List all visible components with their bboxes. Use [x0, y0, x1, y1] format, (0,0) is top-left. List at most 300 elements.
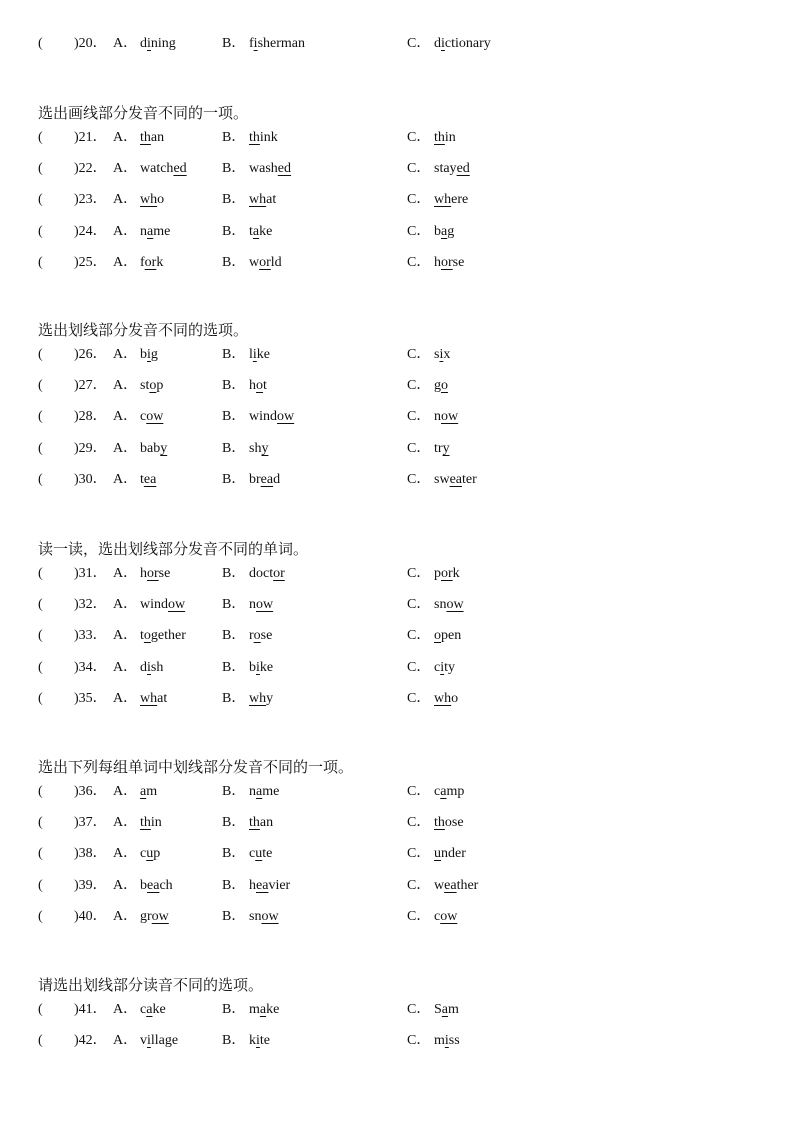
option-b-word [249, 999, 279, 1021]
word-segment: an [150, 130, 165, 145]
underlined-letters: wh [140, 690, 158, 706]
option-c-word [434, 469, 477, 491]
question-number: )35． [74, 690, 107, 706]
word-segment: c [140, 409, 147, 425]
option-c-letter[interactable]: C． [407, 628, 431, 644]
option-c-letter[interactable]: C． [407, 1033, 431, 1049]
word-segment: se [452, 254, 465, 270]
word-segment: c [434, 784, 441, 799]
answer-blank[interactable]: ( [38, 597, 43, 613]
option-a-letter[interactable]: A． [113, 659, 138, 675]
option-a-letter[interactable]: A． [113, 877, 138, 893]
option-c-letter[interactable]: C． [407, 815, 431, 831]
option-a-letter[interactable]: A． [113, 409, 138, 425]
option-b-word [249, 158, 291, 180]
underlined-letters: th [434, 130, 445, 145]
word-segment: w [249, 254, 260, 270]
underlined-letters: ea [256, 877, 269, 893]
question-number: )38． [74, 846, 107, 862]
option-a-word [140, 843, 160, 865]
option-c-word [434, 781, 464, 803]
word-segment: b [434, 223, 441, 239]
option-b-letter[interactable]: B． [222, 471, 246, 487]
option-a-letter[interactable]: A． [113, 784, 138, 799]
option-b-word [249, 33, 305, 55]
option-a-word [140, 33, 176, 55]
underlined-letters: ow [261, 908, 279, 924]
word-segment: m [434, 1033, 445, 1049]
word-segment: sn [434, 597, 447, 613]
question-number: )26． [74, 347, 107, 362]
word-segment: me [153, 223, 171, 239]
underlined-letters: i [444, 1033, 449, 1049]
answer-blank[interactable]: ( [38, 440, 43, 456]
underlined-letters: o [441, 378, 448, 394]
word-segment: ink [259, 130, 278, 145]
option-c-word [434, 594, 464, 616]
word-segment: me [262, 784, 280, 799]
word-segment: l [249, 347, 253, 362]
underlined-letters: a [146, 1002, 153, 1017]
option-c-word [434, 688, 458, 710]
word-segment: p [153, 846, 161, 862]
option-a-word [140, 438, 167, 460]
option-a-word [140, 127, 164, 149]
word-segment: k [452, 566, 460, 581]
option-a-letter[interactable]: A． [113, 161, 138, 177]
option-a-letter[interactable]: A． [113, 192, 138, 208]
underlined-letters: ea [147, 877, 160, 893]
word-segment: m [146, 784, 158, 799]
option-c-letter[interactable]: C． [407, 784, 431, 799]
option-a-letter[interactable]: A． [113, 1002, 138, 1017]
answer-blank[interactable]: ( [38, 130, 43, 145]
word-segment: ld [270, 254, 282, 270]
option-b-letter[interactable]: B． [222, 659, 246, 675]
word-segment: in [444, 130, 456, 145]
word-segment: f [140, 254, 145, 270]
option-b-word [249, 252, 282, 274]
option-a-letter[interactable]: A． [113, 815, 138, 831]
word-segment: c [140, 1002, 147, 1017]
word-segment: g [434, 378, 441, 394]
question-number: )23． [74, 192, 107, 208]
word-segment: t [140, 471, 144, 487]
option-c-letter[interactable]: C． [407, 471, 431, 487]
underlined-letters: a [147, 223, 154, 239]
option-c-letter[interactable]: C． [407, 192, 431, 208]
underlined-letters: wh [249, 690, 267, 706]
option-c-word [434, 657, 455, 679]
word-segment: c [249, 846, 256, 862]
option-b-word [249, 127, 278, 149]
question-number: )39． [74, 877, 107, 893]
underlined-letters: u [146, 846, 154, 862]
underlined-letters: a [252, 223, 260, 239]
answer-blank[interactable]: ( [38, 1002, 43, 1017]
option-c-letter[interactable]: C． [407, 1002, 431, 1017]
underlined-letters: th [140, 130, 151, 145]
option-c-letter[interactable]: C． [407, 347, 431, 362]
question-number: )21． [74, 130, 107, 145]
option-a-letter[interactable]: A． [113, 908, 138, 924]
underlined-letters: i [256, 659, 260, 675]
option-c-letter[interactable]: C． [407, 409, 431, 425]
option-a-letter[interactable]: A． [113, 254, 138, 270]
word-segment: r [249, 628, 254, 644]
answer-blank[interactable]: ( [38, 908, 43, 924]
answer-blank[interactable]: ( [38, 192, 43, 208]
word-segment: w [434, 877, 445, 893]
option-b-letter[interactable]: B． [222, 908, 246, 924]
word-segment: o [451, 690, 459, 706]
underlined-letters: a [256, 784, 263, 799]
option-a-letter[interactable]: A． [113, 36, 138, 51]
option-c-letter[interactable]: C． [407, 223, 431, 239]
option-a-letter[interactable]: A． [113, 566, 138, 581]
option-b-word [249, 469, 280, 491]
option-b-word [249, 563, 285, 585]
option-b-letter[interactable]: B． [222, 784, 246, 799]
underlined-letters: a [441, 223, 448, 239]
word-segment: c [434, 908, 441, 924]
option-c-word [434, 438, 450, 460]
option-c-word [434, 221, 454, 243]
word-segment: n [249, 597, 256, 613]
answer-blank[interactable]: ( [38, 347, 43, 362]
underlined-letters: a [441, 1002, 449, 1017]
word-segment: S [434, 1002, 442, 1017]
underlined-letters: or [144, 254, 157, 270]
word-segment: br [249, 471, 261, 487]
underlined-letters: ow [277, 409, 295, 425]
option-c-letter[interactable]: C． [407, 254, 431, 270]
question-number: )41． [74, 1002, 107, 1017]
word-segment: c [434, 659, 441, 675]
option-c-letter[interactable]: C． [407, 690, 431, 706]
underlined-letters: ed [456, 161, 470, 177]
word-segment: p [156, 378, 164, 394]
option-a-letter[interactable]: A． [113, 471, 138, 487]
underlined-letters: ea [449, 471, 462, 487]
underlined-letters: ow [146, 409, 164, 425]
option-b-word [249, 625, 272, 647]
answer-blank[interactable]: ( [38, 254, 43, 270]
question-number: )27． [74, 378, 107, 394]
answer-blank[interactable]: ( [38, 566, 43, 581]
word-segment: sherman [257, 36, 305, 51]
answer-blank[interactable]: ( [38, 628, 43, 644]
option-a-word [140, 344, 158, 366]
word-segment: y [266, 690, 274, 706]
option-b-word [249, 688, 273, 710]
option-a-word [140, 999, 166, 1021]
word-segment: ke [259, 223, 273, 239]
option-b-letter[interactable]: B． [222, 130, 246, 145]
underlined-letters: y [442, 440, 450, 456]
underlined-letters: ow [446, 597, 464, 613]
underlined-letters: o [256, 378, 263, 394]
question-number: )33． [74, 628, 107, 644]
word-segment: c [140, 846, 147, 862]
word-segment: p [434, 566, 441, 581]
word-segment: v [140, 1033, 147, 1049]
option-b-letter[interactable]: B． [222, 192, 246, 208]
option-c-letter[interactable]: C． [407, 659, 431, 675]
option-b-letter[interactable]: B． [222, 254, 246, 270]
word-segment: b [140, 877, 147, 893]
option-b-word [249, 406, 294, 428]
answer-blank[interactable]: ( [38, 784, 43, 799]
option-a-word [140, 469, 156, 491]
option-c-word [434, 999, 459, 1021]
option-a-word [140, 189, 164, 211]
word-segment: ty [444, 659, 455, 675]
word-segment: at [266, 192, 277, 208]
question-number: )30． [74, 471, 107, 487]
answer-blank[interactable]: ( [38, 815, 43, 831]
option-b-letter[interactable]: B． [222, 566, 246, 581]
option-b-letter[interactable]: B． [222, 347, 246, 362]
option-a-letter[interactable]: A． [113, 628, 138, 644]
section-instruction: 选出划线部分发音不同的选项。 [38, 321, 249, 339]
answer-blank[interactable]: ( [38, 409, 43, 425]
word-segment: h [140, 566, 147, 581]
option-b-letter[interactable]: B． [222, 1002, 246, 1017]
option-b-word [249, 594, 273, 616]
word-segment: t [263, 378, 267, 394]
option-a-word [140, 375, 163, 397]
option-a-word [140, 812, 162, 834]
option-a-letter[interactable]: A． [113, 846, 138, 862]
option-c-word [434, 252, 464, 274]
answer-blank[interactable]: ( [38, 659, 43, 675]
option-b-letter[interactable]: B． [222, 161, 246, 177]
option-a-letter[interactable]: A． [113, 597, 138, 613]
word-segment: sw [434, 471, 450, 487]
answer-blank[interactable]: ( [38, 471, 43, 487]
answer-blank[interactable]: ( [38, 161, 43, 177]
word-segment: ke [266, 1002, 280, 1017]
option-b-letter[interactable]: B． [222, 440, 246, 456]
underlined-letters: th [140, 815, 151, 831]
question-number: )28． [74, 409, 107, 425]
option-c-word [434, 375, 448, 397]
word-segment: vier [268, 877, 291, 893]
option-a-word [140, 875, 173, 897]
answer-blank[interactable]: ( [38, 690, 43, 706]
underlined-letters: or [273, 566, 285, 581]
underlined-letters: wh [140, 192, 158, 208]
word-segment: k [249, 1033, 256, 1049]
underlined-letters: wh [434, 192, 452, 208]
option-b-letter[interactable]: B． [222, 378, 246, 394]
word-segment: h [249, 877, 256, 893]
underlined-letters: ow [256, 597, 274, 613]
option-c-letter[interactable]: C． [407, 597, 431, 613]
option-b-word [249, 189, 276, 211]
answer-blank[interactable]: ( [38, 1033, 43, 1049]
option-b-letter[interactable]: B． [222, 409, 246, 425]
answer-blank[interactable]: ( [38, 378, 43, 394]
word-segment: gr [140, 908, 152, 924]
option-a-letter[interactable]: A． [113, 347, 138, 362]
word-segment: llage [150, 1033, 179, 1049]
option-a-word [140, 625, 186, 647]
option-c-letter[interactable]: C． [407, 440, 431, 456]
underlined-letters: y [160, 440, 168, 456]
underlined-letters: ea [143, 471, 157, 487]
question-number: )37． [74, 815, 107, 831]
word-segment: d [273, 471, 281, 487]
underlined-letters: i [252, 347, 257, 362]
underlined-letters: u [255, 846, 263, 862]
word-segment: d [434, 36, 441, 51]
word-segment: ther [456, 877, 479, 893]
word-segment: wash [249, 161, 278, 177]
word-segment: te [262, 846, 273, 862]
underlined-letters: or [147, 566, 159, 581]
underlined-letters: or [259, 254, 271, 270]
answer-blank[interactable]: ( [38, 846, 43, 862]
question-number: )25． [74, 254, 107, 270]
underlined-letters: or [441, 254, 453, 270]
option-a-word [140, 252, 163, 274]
word-segment: n [249, 784, 256, 799]
option-b-letter[interactable]: B． [222, 628, 246, 644]
word-segment: se [158, 566, 171, 581]
option-c-letter[interactable]: C． [407, 566, 431, 581]
question-number: )31． [74, 566, 107, 581]
word-segment: n [434, 409, 441, 425]
underlined-letters: ow [440, 908, 458, 924]
option-c-word [434, 563, 460, 585]
word-segment: te [259, 1033, 270, 1049]
word-segment: ctionary [444, 36, 491, 51]
option-b-letter[interactable]: B． [222, 690, 246, 706]
option-b-letter[interactable]: B． [222, 597, 246, 613]
word-segment: x [443, 347, 451, 362]
option-a-word [140, 221, 170, 243]
option-a-letter[interactable]: A． [113, 130, 138, 145]
word-segment: m [448, 1002, 459, 1017]
word-segment: ss [448, 1033, 460, 1049]
question-number: )40． [74, 908, 107, 924]
word-segment: b [249, 659, 256, 675]
option-c-letter[interactable]: C． [407, 36, 431, 51]
option-b-word [249, 344, 270, 366]
option-c-word [434, 127, 456, 149]
word-segment: k [156, 254, 164, 270]
word-segment: wind [249, 409, 277, 425]
option-b-word [249, 843, 272, 865]
word-segment: bab [140, 440, 161, 456]
word-segment: ere [451, 192, 469, 208]
word-segment: at [157, 690, 168, 706]
underlined-letters: a [259, 1002, 267, 1017]
underlined-letters: a [440, 784, 447, 799]
word-segment: sn [249, 908, 262, 924]
word-segment: d [140, 36, 147, 51]
option-a-letter[interactable]: A． [113, 378, 138, 394]
section-instruction: 请选出划线部分读音不同的选项。 [38, 976, 264, 994]
option-a-word [140, 563, 170, 585]
section-instruction: 读一读，选出划线部分发音不同的单词。 [38, 540, 309, 558]
word-segment: nder [441, 846, 466, 862]
word-segment: an [259, 815, 274, 831]
option-c-letter[interactable]: C． [407, 161, 431, 177]
option-a-word [140, 688, 167, 710]
section-instruction: 选出画线部分发音不同的一项。 [38, 104, 249, 122]
underlined-letters: ow [441, 409, 459, 425]
question-number: )34． [74, 659, 107, 675]
word-segment: g [150, 347, 158, 362]
word-segment: h [434, 254, 441, 270]
option-c-letter[interactable]: C． [407, 846, 431, 862]
question-number: )22． [74, 161, 107, 177]
word-segment: ke [259, 659, 274, 675]
option-c-word [434, 875, 478, 897]
word-segment: s [434, 347, 440, 362]
option-c-letter[interactable]: C． [407, 378, 431, 394]
word-segment: gether [150, 628, 186, 644]
option-c-word [434, 33, 491, 55]
underlined-letters: i [441, 36, 445, 51]
option-a-word [140, 594, 185, 616]
answer-blank[interactable]: ( [38, 877, 43, 893]
option-c-word [434, 625, 461, 647]
word-segment: se [260, 628, 273, 644]
underlined-letters: ow [168, 597, 186, 613]
underlined-letters: o [253, 628, 261, 644]
word-segment: sh [249, 440, 262, 456]
option-c-letter[interactable]: C． [407, 130, 431, 145]
option-b-letter[interactable]: B． [222, 877, 246, 893]
word-segment: ose [444, 815, 464, 831]
option-b-letter[interactable]: B． [222, 846, 246, 862]
question-number: )24． [74, 223, 107, 239]
option-b-word [249, 812, 273, 834]
underlined-letters: y [261, 440, 269, 456]
option-a-letter[interactable]: A． [113, 223, 138, 239]
question-number: )42． [74, 1033, 107, 1049]
word-segment: o [157, 192, 165, 208]
option-c-letter[interactable]: C． [407, 877, 431, 893]
option-c-letter[interactable]: C． [407, 908, 431, 924]
word-segment: ch [159, 877, 173, 893]
option-b-letter[interactable]: B． [222, 1033, 246, 1049]
answer-blank[interactable]: ( [38, 36, 43, 51]
option-b-letter[interactable]: B． [222, 36, 246, 51]
option-b-letter[interactable]: B． [222, 223, 246, 239]
word-segment: in [150, 815, 162, 831]
underlined-letters: th [249, 130, 260, 145]
option-a-word [140, 781, 157, 803]
word-segment: mp [446, 784, 465, 799]
word-segment: tr [434, 440, 443, 456]
option-a-letter[interactable]: A． [113, 1033, 138, 1049]
option-a-word [140, 657, 163, 679]
answer-blank[interactable]: ( [38, 223, 43, 239]
option-b-letter[interactable]: B． [222, 815, 246, 831]
option-a-word [140, 158, 187, 180]
word-segment: ke [152, 1002, 166, 1017]
underlined-letters: ow [151, 908, 169, 924]
word-segment: ke [256, 347, 270, 362]
option-a-letter[interactable]: A． [113, 440, 138, 456]
option-a-letter[interactable]: A． [113, 690, 138, 706]
option-c-word [434, 1030, 460, 1052]
